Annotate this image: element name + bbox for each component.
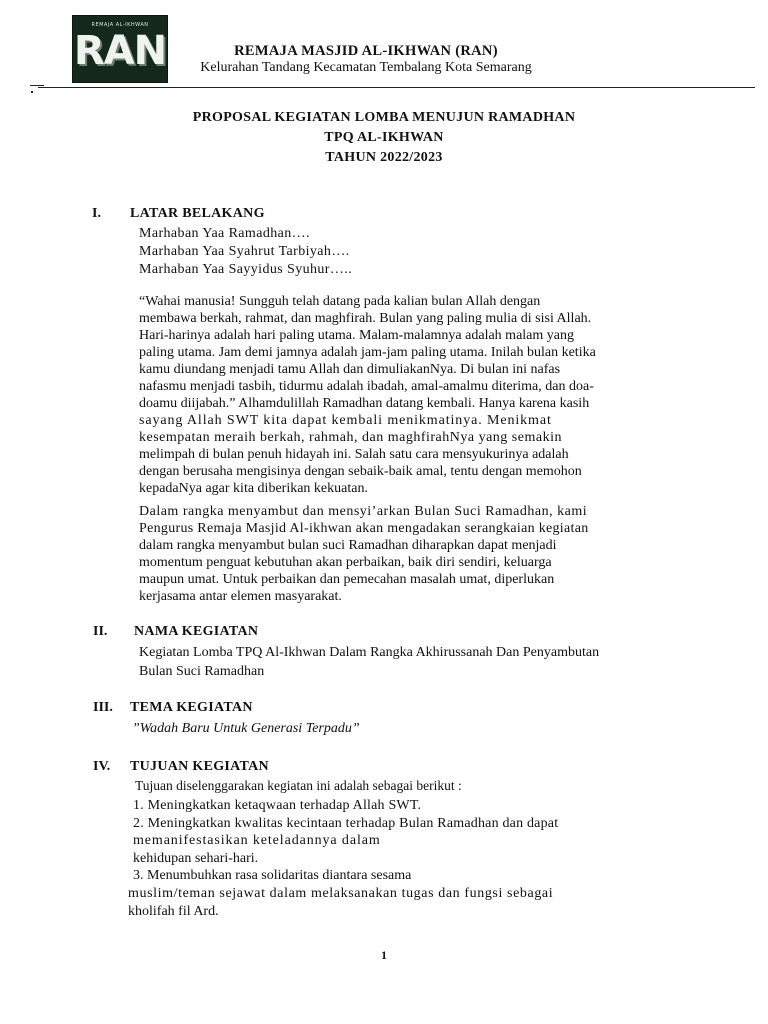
section-2-title: NAMA KEGIATAN: [134, 624, 259, 639]
greeting-line: Marhaban Yaa Sayyidus Syuhur…..: [139, 262, 353, 277]
theme-text: ”Wadah Baru Untuk Generasi Terpadu”: [132, 721, 360, 736]
proposal-subtitle: TPQ AL-IKHWAN: [324, 130, 444, 145]
paragraph-line: membawa berkah, rahmat, dan maghfirah. Bulan yang paling mulia di sisi Allah.: [139, 311, 592, 326]
paragraph-line: maupun umat. Untuk perbaikan dan pemecahan masalah umat, diperlukan: [139, 572, 555, 587]
paragraph-line: kerjasama antar elemen masyarakat.: [139, 589, 342, 604]
greeting-line: Marhaban Yaa Ramadhan….: [139, 226, 310, 241]
organization-logo: [72, 15, 168, 83]
greeting-line: Marhaban Yaa Syahrut Tarbiyah….: [139, 244, 350, 259]
activity-name-line: Kegiatan Lomba TPQ Al-Ikhwan Dalam Rangka Akhirussanah Dan Penyambutan: [139, 645, 600, 660]
section-4-title: TUJUAN KEGIATAN: [130, 759, 269, 774]
letterhead-divider: [38, 87, 755, 88]
paragraph-line: kesempatan meraih berkah, rahmah, dan maghfirahNya yang semakin: [139, 430, 562, 445]
paragraph-line: sayang Allah SWT kita dapat kembali menikmatinya. Menikmat: [139, 413, 552, 428]
objective-intro: Tujuan diselenggarakan kegiatan ini adalah sebagai berikut :: [135, 778, 462, 793]
letterhead-rule-mark: [30, 85, 44, 86]
paragraph-line: paling utama. Jam demi jamnya adalah jam-jam paling utama. Inilah bulan ketika: [139, 345, 596, 360]
section-4-number: IV.: [93, 759, 111, 774]
proposal-year: TAHUN 2022/2023: [325, 150, 443, 165]
page-number: 1: [381, 948, 387, 962]
organization-address: Kelurahan Tandang Kecamatan Tembalang Kota Semarang: [200, 60, 532, 75]
paragraph-line: melimpah di bulan penuh hidayah ini. Salah satu cara mensyukurinya adalah: [139, 447, 569, 462]
logo-subtext: REMAJA AL-IKHWAN: [91, 22, 149, 28]
objective-item: memanifestasikan keteladannya dalam: [133, 833, 381, 848]
objective-item: 3. Menumbuhkan rasa solidaritas diantara sesama: [133, 868, 412, 883]
proposal-title: PROPOSAL KEGIATAN LOMBA MENUJUN RAMADHAN: [192, 110, 576, 125]
paragraph-line: momentum penguat kebutuhan akan perbaikan, baik diri sendiri, keluarga: [139, 555, 552, 570]
organization-name: REMAJA MASJID AL-IKHWAN (RAN): [234, 43, 498, 59]
paragraph-line: Pengurus Remaja Masjid Al-ikhwan akan mengadakan serangkaian kegiatan: [139, 521, 589, 536]
section-2-number: II.: [93, 624, 108, 639]
activity-name-line: Bulan Suci Ramadhan: [139, 664, 265, 679]
paragraph-line: kamu diundang menjadi tamu Allah dan dimuliakanNya. Di bulan ini nafas: [139, 362, 561, 377]
paragraph-line: doamu diijabah.” Alhamdulillah Ramadhan datang kembali. Hanya karena kasih: [139, 396, 590, 411]
section-1-number: I.: [92, 206, 101, 221]
section-3-number: III.: [93, 700, 113, 715]
section-3-title: TEMA KEGIATAN: [130, 700, 253, 715]
paragraph-line: Dalam rangka menyambut dan mensyi’arkan Bulan Suci Ramadhan, kami: [139, 504, 588, 519]
objective-item: muslim/teman sejawat dalam melaksanakan tugas dan fungsi sebagai: [128, 886, 554, 901]
objective-item: kholifah fil Ard.: [128, 904, 219, 919]
objective-item: 1. Meningkatkan ketaqwaan terhadap Allah SWT.: [133, 798, 422, 813]
paragraph-line: Hari-harinya adalah hari paling utama. Malam-malamnya adalah malam yang: [139, 328, 574, 343]
letterhead-dot: [31, 91, 33, 93]
paragraph-line: dalam rangka menyambut bulan suci Ramadhan diharapkan dapat menjadi: [139, 538, 557, 553]
logo-text: RAN: [73, 28, 167, 74]
objective-item: kehidupan sehari-hari.: [133, 851, 259, 866]
paragraph-line: nafasmu menjadi tasbih, tidurmu adalah ibadah, amal-amalmu diterima, dan doa-: [139, 379, 594, 394]
objective-item: 2. Meningkatkan kwalitas kecintaan terhadap Bulan Ramadhan dan dapat: [133, 816, 559, 831]
paragraph-line: kepadaNya agar kita diberikan kekuatan.: [139, 481, 368, 496]
section-1-title: LATAR BELAKANG: [130, 206, 265, 221]
paragraph-line: “Wahai manusia! Sungguh telah datang pada kalian bulan Allah dengan: [139, 294, 541, 309]
paragraph-line: dengan berusaha mengisinya dengan sebaik-baik amal, tentu dengan memohon: [139, 464, 582, 479]
